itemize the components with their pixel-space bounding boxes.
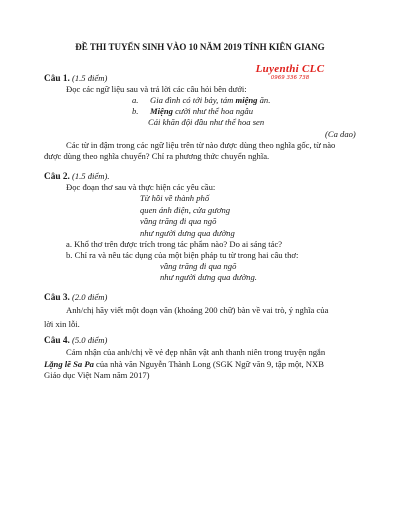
question-4-text <box>44 347 364 380</box>
poem-line-3: vầng trăng đi qua ngõ <box>140 216 217 226</box>
poem-line-1: Từ hồi về thành phố <box>140 193 210 203</box>
question-4-label: Câu 4. <box>44 336 70 346</box>
question-1-label: Câu 1. <box>44 74 70 84</box>
example-a-after: ăn. <box>257 95 271 105</box>
question-4-points: (5.0 điểm) <box>72 335 108 345</box>
example-b <box>132 106 253 116</box>
question-2a-text: a. Khổ thơ trên được trích trong tác phẩm nào? Do ai sáng tác? <box>66 239 283 249</box>
question-4-line-2-rest: của nhà văn Nguyễn Thành Long (SGK Ngữ văn 9, tập một, NXB <box>93 359 324 369</box>
logo-name: Luyenthi CLC <box>255 63 325 75</box>
work-title: Lặng lẽ Sa Pa <box>44 359 94 369</box>
instruction-text: Đọc các ngữ liệu sau và trả lời các câu hỏi bên dưới: <box>66 84 247 94</box>
example-b-cont: Cái khăn đội đầu như thể hoa sen <box>148 117 265 127</box>
question-3-heading <box>44 292 364 303</box>
question-1-line-2: được dùng theo nghĩa chuyển? Chỉ ra phương thức chuyển nghĩa. <box>44 151 270 161</box>
question-1-text <box>44 140 364 161</box>
logo-phone: 0969 336 738 <box>270 75 310 81</box>
example-b-marker: b. <box>132 106 139 116</box>
question-2-instruction-text: Đọc đoạn thơ sau và thực hiện các yêu cầu: <box>66 182 216 192</box>
question-1-heading <box>44 73 364 84</box>
question-2b-text: b. Chỉ ra và nêu tác dụng của một biện pháp tu từ trong hai câu thơ: <box>66 250 299 260</box>
quote-line-2: như người dưng qua đường. <box>160 272 257 282</box>
poem-line-4: như người dưng qua đường <box>140 228 235 238</box>
question-1-points: (1.5 điểm) <box>72 73 108 83</box>
question-1-instruction <box>44 84 364 94</box>
question-3-points: (2.0 điểm) <box>72 292 108 302</box>
question-3-line-1: Anh/chị hãy viết một đoạn văn (khoảng 200 chữ) bàn về vai trò, ý nghĩa của <box>66 305 329 315</box>
example-a-before: Gia đình có tới bảy, tám <box>150 95 236 105</box>
example-b-after: cười như thể hoa ngâu <box>172 106 253 116</box>
example-a-marker: a. <box>132 95 139 105</box>
question-4-line-2 <box>44 359 364 369</box>
example-a <box>132 95 270 105</box>
question-1-line-1: Các từ in đậm trong các ngữ liệu trên từ nào được dùng theo nghĩa gốc, từ nào <box>66 140 336 150</box>
example-a-bold: miệng <box>235 95 258 105</box>
question-4-line-3: Giáo dục Việt Nam năm 2017) <box>44 370 150 380</box>
quote-line-1: vầng trăng đi qua ngõ <box>160 261 237 271</box>
question-4-heading <box>44 335 364 346</box>
question-3-text <box>44 305 364 329</box>
question-4-line-1: Cảm nhận của anh/chị về vẻ đẹp nhân vật anh thanh niên trong truyện ngắn <box>66 347 326 357</box>
source-label: (Ca dao) <box>325 129 356 139</box>
question-2-instruction <box>44 182 364 192</box>
question-2b <box>44 250 364 260</box>
question-3-line-2: lời xin lỗi. <box>44 319 80 329</box>
question-2a <box>44 239 364 249</box>
question-3-label: Câu 3. <box>44 293 70 303</box>
page-title: ĐỀ THI TUYỂN SINH VÀO 10 NĂM 2019 TỈNH KIÊN GIANG <box>75 42 325 52</box>
question-2-label: Câu 2. <box>44 172 70 182</box>
example-b-bold: Miệng <box>150 106 173 116</box>
poem-line-2: quen ánh điện, cửa gương <box>140 205 231 215</box>
question-2-points: (1.5 điểm). <box>72 171 110 181</box>
question-2-heading <box>44 171 364 182</box>
